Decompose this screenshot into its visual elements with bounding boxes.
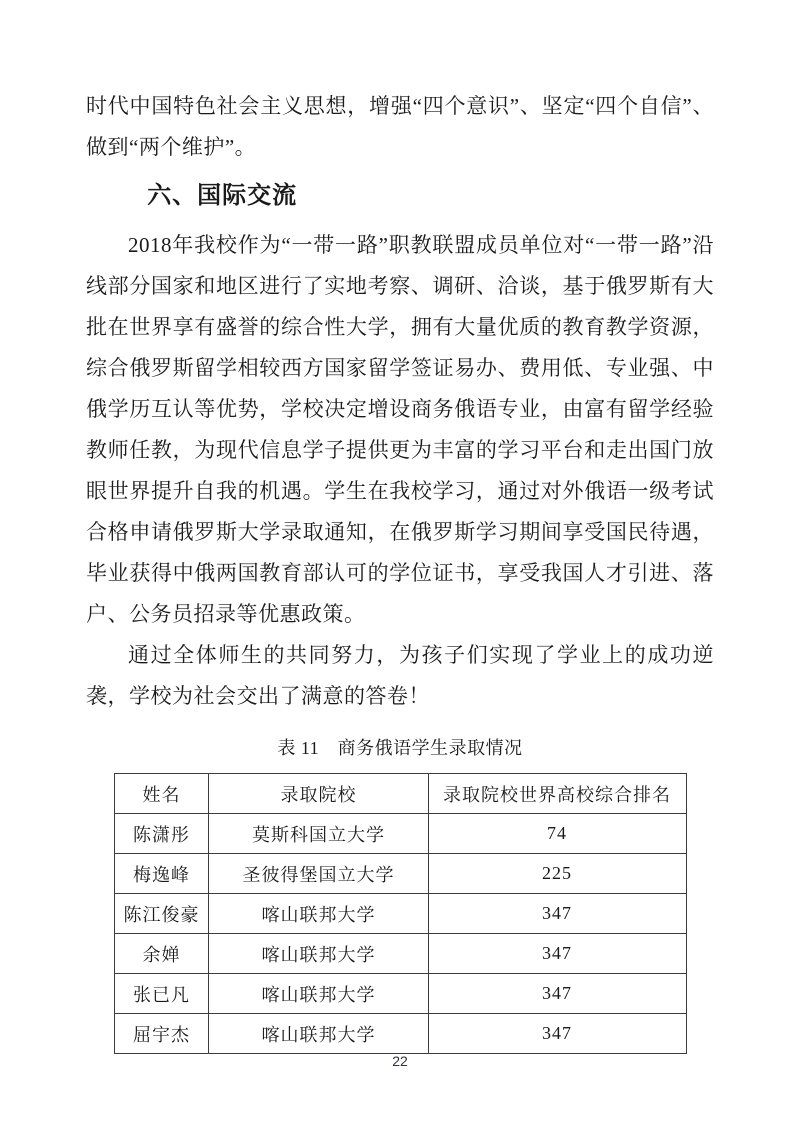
table-cell: 陈潇彤 — [114, 814, 209, 854]
admissions-table — [114, 773, 687, 1054]
table-header-row — [114, 774, 686, 814]
table-cell: 347 — [428, 934, 686, 974]
table-cell: 74 — [428, 814, 686, 854]
table-cell: 莫斯科国立大学 — [209, 814, 428, 854]
table-cell: 屈宇杰 — [114, 1014, 209, 1054]
table-caption: 表 11 商务俄语学生录取情况 — [277, 738, 523, 758]
column-header-name: 姓名 — [114, 774, 209, 814]
table-row — [114, 934, 686, 974]
table-cell: 圣彼得堡国立大学 — [209, 854, 428, 894]
table-cell: 陈江俊豪 — [114, 894, 209, 934]
table-row — [114, 814, 686, 854]
table-cell: 梅逸峰 — [114, 854, 209, 894]
table-row — [114, 854, 686, 894]
paragraph-closing: 通过全体师生的共同努力，为孩子们实现了学业上的成功逆袭，学校为社会交出了满意的答卷！ — [86, 643, 714, 708]
table-row — [114, 894, 686, 934]
table-body — [114, 814, 686, 1054]
column-header-university: 录取院校 — [209, 774, 428, 814]
section-heading: 六、国际交流 — [147, 183, 298, 209]
table-cell: 347 — [428, 894, 686, 934]
column-header-ranking: 录取院校世界高校综合排名 — [428, 774, 686, 814]
table-cell: 喀山联邦大学 — [209, 894, 428, 934]
table-cell: 225 — [428, 854, 686, 894]
table-cell: 347 — [428, 974, 686, 1014]
table-cell: 张已凡 — [114, 974, 209, 1014]
table-row — [114, 974, 686, 1014]
page-number: 22 — [392, 1053, 408, 1069]
table-row — [114, 1014, 686, 1054]
paragraph-main: 2018年我校作为“一带一路”职教联盟成员单位对“一带一路”沿线部分国家和地区进行了实地考察、调研、洽谈，基于俄罗斯有大批在世界享有盛誉的综合性大学，拥有大量优质的教育教学资源，综合俄罗斯留学相较西方国家留学签证易办、费用低、专业强、中俄学历互认等优势，学校决定增设商务俄语专业，由富有留学经验教师任教，为现代信息学子提供更为丰富的学习平台和走出国门放眼世界提升自我的机遇。学生在我校学习，通过对外俄语一级考试合格申请俄罗斯大学录取通知，在俄罗斯学习期间享受国民待遇，毕业获得中俄两国教育部认可的学位证书，享受我国人才引进、落户、公务员招录等优惠政策。 — [86, 233, 714, 626]
table-cell: 喀山联邦大学 — [209, 934, 428, 974]
table-cell: 347 — [428, 1014, 686, 1054]
table-cell: 喀山联邦大学 — [209, 1014, 428, 1054]
page-content — [86, 86, 714, 1054]
table-cell: 余婵 — [114, 934, 209, 974]
table-cell: 喀山联邦大学 — [209, 974, 428, 1014]
paragraph-continuation: 时代中国特色社会主义思想，增强“四个意识”、坚定“四个自信”、做到“两个维护”。 — [86, 94, 714, 159]
